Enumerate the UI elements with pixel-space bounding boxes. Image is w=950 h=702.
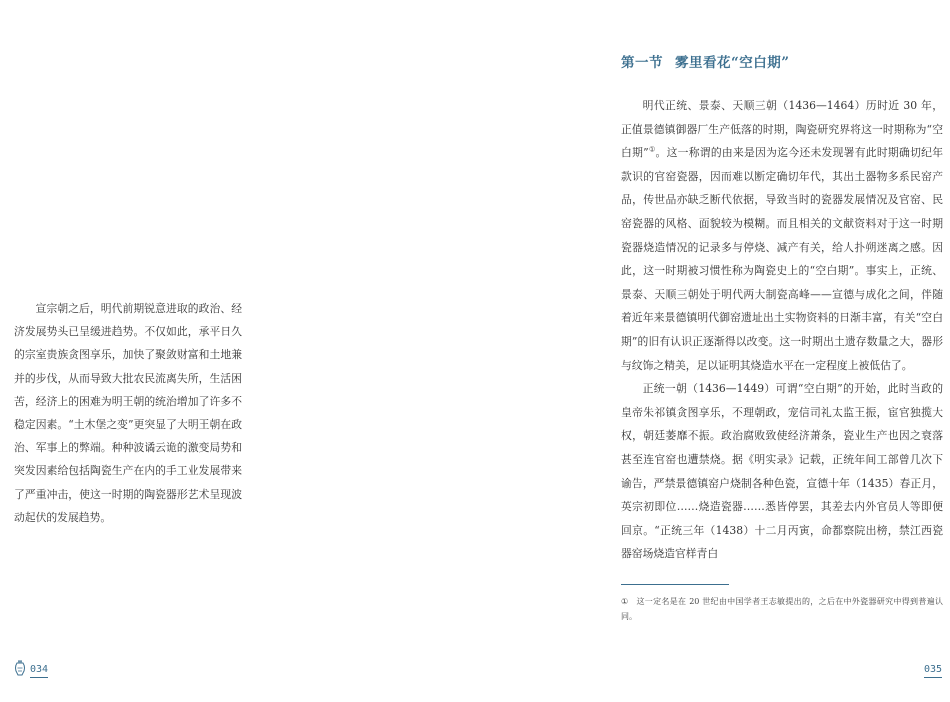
paragraph-1-text-a: 明代正统、景泰、天顺三朝（1436—1464）历时近 30 年，正值景德镇御器厂生产低落的时期，陶瓷研究界将这一时期称为“空白期” [621,99,943,160]
right-paragraph-1 [621,94,943,377]
footnote [621,594,943,624]
right-paragraph-2: 正统一朝（1436—1449）可谓“空白期”的开始，此时当政的皇帝朱祁镇贪图享乐，不理朝政，宠信司礼太监王振，宦官独揽大权，朝廷萎靡不振。政治腐败致使经济萧条，瓷业生产也因之衰落甚至连官窑也遭禁烧。据《明实录》记载，正统年间工部曾几次下谕告，严禁景德镇窑户烧制各种色瓷，宣德十年（1435）春正月，英宗初即位……烧造瓷器……悉皆停罢，其差去内外官员人等即便回京。“正统三年（1438）十二月丙寅，命都察院出榜，禁江西瓷器窑场烧造官样青白 [621,382,943,561]
section-heading [621,51,790,71]
left-page-body [14,297,242,529]
footnote-divider [621,584,729,585]
section-title: 雾里看花“空白期” [675,55,790,71]
page-number-right: 035 [924,664,942,678]
paragraph-1-text-b: 。这一称谓的由来是因为迄今还未发现署有此时期确切纪年款识的官窑瓷器，因而难以断定确切年代，其出土器物多系民窑产品，传世品亦缺乏断代依据，导致当时的瓷器发展情况及官窑、民窑瓷器的风格、面貌较为模糊。而且相关的文献资料对于这一时期瓷器烧造情况的记录多与停烧、减产有关，给人扑朔迷离之感。因此，这一时期被习惯性称为陶瓷史上的“空白期”。事实上，正统、景泰、天顺三朝处于明代两大制瓷高峰——宣德与成化之间，伴随着近年来景德镇明代御窑遗址出土实物资料的日渐丰富，有关“空白期”的旧有认识正逐渐得以改变。这一时期出土遗存数量之大，器形与纹饰之精美，足以证明其烧造水平在一定程度上被低估了。 [621,146,944,372]
page-number-left: 034 [30,664,48,678]
footnote-number: ① [621,597,629,606]
section-number: 第一节 [621,55,663,71]
footnote-reference: ① [648,145,656,154]
footnote-text: 这一定名是在 20 世纪由中国学者王志敏提出的，之后在中外瓷器研究中得到普遍认同。 [621,597,943,621]
left-paragraph: 宣宗朝之后，明代前期锐意进取的政治、经济发展势头已呈缓进趋势。不仅如此，承平日久的宗室贵族贪图享乐，加快了聚敛财富和土地兼并的步伐，从而导致大批农民流离失所，生活困苦，经济上的困难为明王朝的统治增加了许多不稳定因素。“土木堡之变”更突显了大明王朝在政治、军事上的弊端。种种波谲云诡的激变局势和突发因素给包括陶瓷生产在内的手工业发展带来了严重冲击，使这一时期的陶瓷器形艺术呈现波动起伏的发展趋势。 [14,302,242,524]
right-page-body [621,94,943,566]
vase-icon [14,660,26,677]
